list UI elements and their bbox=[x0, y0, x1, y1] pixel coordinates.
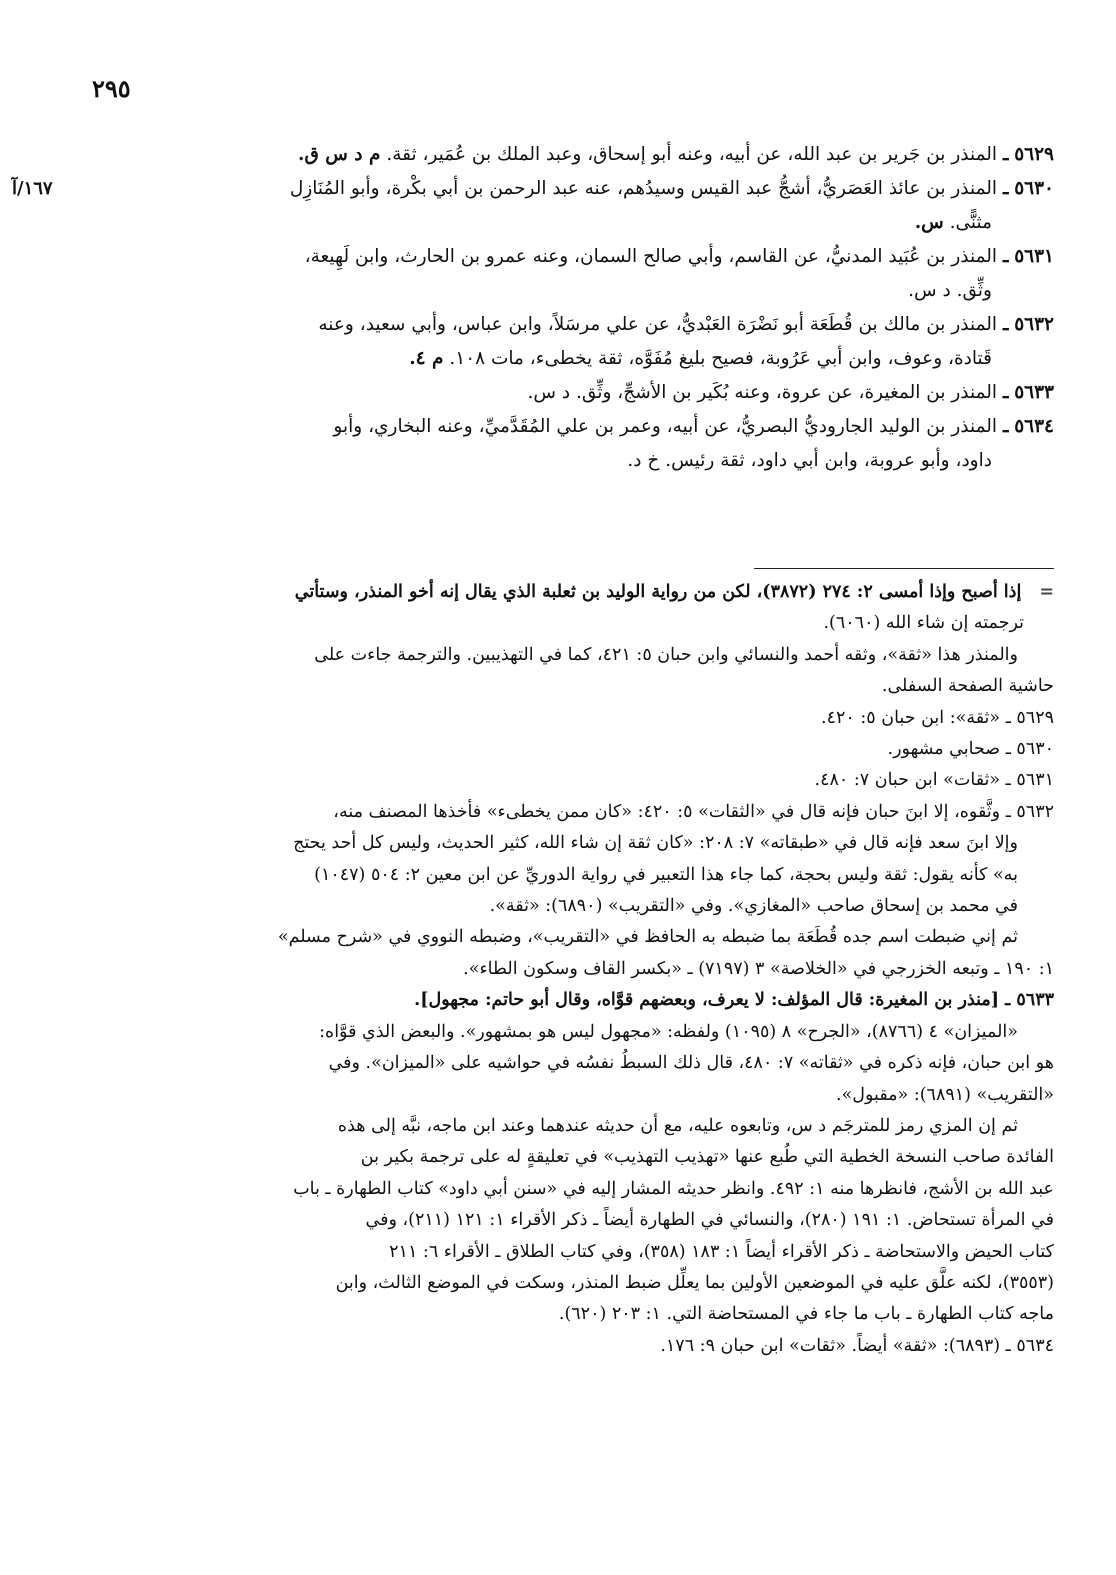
entry-cont-text: داود، وأبو عروبة، وابن أبي داود، ثقة رئيس. bbox=[665, 450, 992, 471]
entry-symbols: خ د. bbox=[627, 450, 660, 471]
entry-cont-text: وثِّق. bbox=[956, 280, 992, 301]
entry-text: المنذر بن الوليد الجاروديُّ البصريُّ، عن أبيه، وعمر بن علي المُقَدَّميِّ، وعنه البخاري، وأبو bbox=[333, 416, 998, 437]
entry-text: المنذر بن المغيرة، عن عروة، وعنه بُكَير بن الأشجِّ، وثِّق. bbox=[576, 382, 998, 403]
entry-text: المنذر بن عُبَيد المدنيُّ، عن القاسم، وأبي صالح السمان، وعنه عمرو بن الحارث، وابن لَهِيعة، bbox=[304, 246, 998, 267]
note-line: عبد الله بن الأشج، فانظرها منه ١: ٤٩٢. وانظر حديثه المشار إليه في «سنن أبي داود» كتاب الطهارة ـ باب bbox=[293, 1178, 1054, 1199]
entry-continuation bbox=[52, 444, 1054, 478]
entry-symbols: م ٤. bbox=[409, 348, 444, 369]
entry-continuation bbox=[52, 206, 1054, 240]
note-line: إذا أصبح وإذا أمسى ٢: ٢٧٤ (٣٨٧٢)، لكن من رواية الوليد بن ثعلبة الذي يقال إنه أخو المنذر، وستأتي bbox=[294, 582, 1022, 602]
note-line: (٣٥٥٣)، لكنه علَّق عليه في الموضعين الأولين بما يعلِّل ضبط المنذر، وسكت في الموضع الثالث، وابن bbox=[335, 1272, 1054, 1293]
entry-5634 bbox=[52, 410, 1054, 478]
margin-folio-note: ١٦٧/آ bbox=[12, 178, 53, 199]
entry-cont-text: مثنًّى. bbox=[949, 212, 992, 233]
entry-number: ٥٦٣٢ bbox=[1014, 314, 1054, 335]
note-5629: ٥٦٢٩ ـ «ثقة»: ابن حبان ٥: ٤٢٠. bbox=[821, 707, 1054, 728]
entry-dash: ـ bbox=[1002, 144, 1009, 165]
note-line: حاشية الصفحة السفلى. bbox=[881, 676, 1054, 697]
note-5634: ٥٦٣٤ ـ (٦٨٩٣): «ثقة» أيضاً. «ثقات» ابن حبان ٩: ١٧٦. bbox=[660, 1335, 1054, 1356]
entry-symbols: د س. bbox=[527, 382, 571, 403]
note-5632: ٥٦٣٢ ـ وثَّقوه، إلا ابنَ حبان فإنه قال في «الثقات» ٥: ٤٢٠: «كان ممن يخطىء» فأخذها المصنف منه، bbox=[333, 801, 1054, 822]
entry-cont-text: قَتادة، وعوف، وابن أبي عَرُوبة، فصيح بليغ مُفَوَّه، ثقة يخطىء، مات ١٠٨. bbox=[449, 348, 992, 369]
entry-number: ٥٦٣٠ bbox=[1014, 178, 1054, 199]
entry-text: المنذر بن مالك بن قُطَعَة أبو نَضْرَة العَبْديُّ، عن علي مرسَلاً، وابن عباس، وأبي سعيد، وعنه bbox=[318, 314, 998, 335]
entry-text: المنذر بن عائذ العَصَريُّ، أشجُّ عبد القيس وسيدُهم، عنه عبد الرحمن بن أبي بكْرة، وأبو المُنَازِل bbox=[289, 178, 998, 199]
entry-5631 bbox=[52, 240, 1054, 308]
entry-dash: ـ bbox=[1002, 246, 1009, 267]
entry-5630 bbox=[52, 172, 1054, 240]
note-5633: ٥٦٣٣ ـ [منذر بن المغيرة: قال المؤلف: لا يعرف، وبعضهم قوَّاه، وقال أبو حاتم: مجهول]. bbox=[414, 990, 1054, 1011]
entry-number: ٥٦٣١ bbox=[1014, 246, 1054, 267]
entry-symbols: د س. bbox=[908, 280, 951, 301]
entry-number: ٥٦٢٩ bbox=[1014, 144, 1054, 165]
entry-dash: ـ bbox=[1002, 416, 1009, 437]
footnotes bbox=[52, 577, 1054, 1362]
entry-continuation bbox=[52, 342, 1054, 376]
note-5631: ٥٦٣١ ـ «ثقات» ابن حبان ٧: ٤٨٠. bbox=[814, 770, 1054, 791]
note-line: ١: ١٩٠ ـ وتبعه الخزرجي في «الخلاصة» ٣ (٧١٩٧) ـ «بكسر القاف وسكون الطاء». bbox=[463, 958, 1054, 979]
note-line: الفائدة صاحب النسخة الخطية التي طُبع عنها «تهذيب التهذيب» في تعليقةٍ له على ترجمة بكير بن bbox=[360, 1147, 1054, 1168]
entry-number: ٥٦٣٣ bbox=[1014, 382, 1054, 403]
note-line: به» كأنه يقول: ثقة وليس بحجة، كما جاء هذا التعبير في رواية الدوريِّ عن ابن معين ٢: ٥٠٤ (١٠٤٧) bbox=[314, 864, 1018, 885]
note-line: هو ابن حبان، فإنه ذكره في «ثقاته» ٧: ٤٨٠، قال ذلك السبطُ نفسُه في حواشيه على «الميزان». وفي bbox=[328, 1053, 1054, 1074]
entry-number: ٥٦٣٤ bbox=[1014, 416, 1054, 437]
entry-dash: ـ bbox=[1002, 178, 1009, 199]
note-5630: ٥٦٣٠ ـ صحابي مشهور. bbox=[887, 739, 1054, 760]
continuation-mark: = bbox=[1039, 582, 1054, 602]
page-number: ٢٩٥ bbox=[92, 74, 131, 103]
note-line: في المرأة تستحاض. ١: ١٩١ (٢٨٠)، والنسائي في الطهارة أيضاً ـ ذكر الأقراء ١: ١٢١ (٢١١)، وفي bbox=[365, 1210, 1054, 1231]
biography-entries bbox=[52, 138, 1054, 478]
entry-dash: ـ bbox=[1002, 314, 1009, 335]
entry-5633 bbox=[52, 376, 1054, 410]
entry-text: المنذر بن جَرير بن عبد الله، عن أبيه، وعنه أبو إسحاق، وعبد الملك بن عُمَير، ثقة. bbox=[386, 144, 998, 165]
note-continued bbox=[52, 577, 1054, 608]
note-line: «التقريب» (٦٨٩١): «مقبول». bbox=[836, 1084, 1054, 1105]
entry-5632 bbox=[52, 308, 1054, 376]
note-line: والمنذر هذا «ثقة»، وثقه أحمد والنسائي وابن حبان ٥: ٤٢١، كما في التهذيبين. والترجمة جاءت على bbox=[314, 644, 1018, 665]
note-line: كتاب الحيض والاستحاضة ـ ذكر الأقراء أيضاً ١: ١٨٣ (٣٥٨)، وفي كتاب الطلاق ـ الأقراء ٦: ٢١١ bbox=[389, 1241, 1054, 1262]
note-line: ماجه كتاب الطهارة ـ باب ما جاء في المستحاضة التي. ١: ٢٠٣ (٦٢٠). bbox=[558, 1304, 1054, 1325]
note-line: في محمد بن إسحاق صاحب «المغازي». وفي «التقريب» (٦٨٩٠): «ثقة». bbox=[489, 896, 1018, 917]
entry-symbols: م د س ق. bbox=[298, 144, 381, 165]
note-line: ثم إني ضبطت اسم جده قُطَعَة بما ضبطه به الحافظ في «التقريب»، وضبطه النووي في «شرح مسلم» bbox=[277, 927, 1018, 948]
note-line: وإلا ابنَ سعد فإنه قال في «طبقاته» ٧: ٢٠٨: «كان ثقة إن شاء الله، كثير الحديث، وليس كل أحد يحتج bbox=[293, 833, 1018, 854]
note-line: «الميزان» ٤ (٨٧٦٦)، «الجرح» ٨ (١٠٩٥) ولفظه: «مجهول ليس هو بمشهور». والبعض الذي قوَّاه: bbox=[319, 1021, 1018, 1042]
entry-dash: ـ bbox=[1002, 382, 1009, 403]
note-line: ثم إن المزي رمز للمترجَم د س، وتابعوه عليه، مع أن حديثه عندهما وعند ابن ماجه، نبَّه إلى هذه bbox=[337, 1115, 1018, 1136]
entry-symbols: س. bbox=[914, 212, 944, 233]
footnote-separator bbox=[754, 568, 1054, 569]
entry-continuation bbox=[52, 274, 1054, 308]
note-line: ترجمته إن شاء الله (٦٠٦٠). bbox=[823, 613, 1024, 634]
entry-5629 bbox=[52, 138, 1054, 172]
